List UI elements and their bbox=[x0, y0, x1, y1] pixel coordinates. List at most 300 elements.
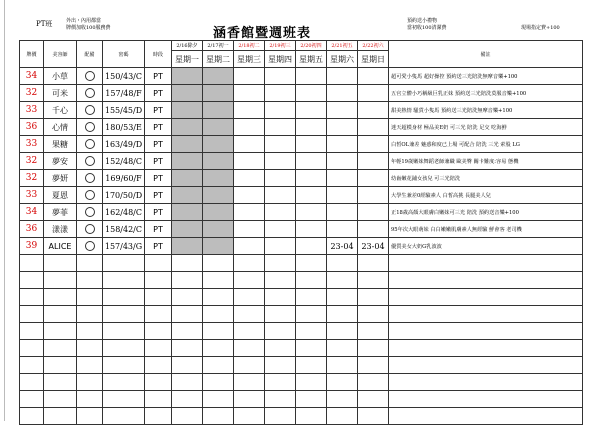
col-number: 牌價 bbox=[20, 41, 44, 68]
row-dispatch bbox=[77, 204, 103, 221]
row-time: PT bbox=[145, 102, 172, 119]
col-time: 時段 bbox=[145, 41, 172, 68]
table-row bbox=[20, 187, 583, 204]
empty-cell bbox=[44, 306, 77, 323]
table-row bbox=[20, 221, 583, 238]
empty-cell bbox=[145, 374, 172, 391]
empty-cell bbox=[234, 340, 265, 357]
row-time: PT bbox=[145, 119, 172, 136]
empty-cell bbox=[172, 357, 203, 374]
empty-cell bbox=[389, 289, 583, 306]
empty-cell bbox=[103, 323, 145, 340]
empty-cell bbox=[20, 272, 44, 289]
empty-row bbox=[20, 391, 583, 408]
circle-icon bbox=[85, 241, 95, 251]
day-date-2: 2/17初一 bbox=[203, 41, 234, 51]
row-day-3 bbox=[234, 119, 265, 136]
row-day-6 bbox=[327, 85, 358, 102]
empty-cell bbox=[20, 306, 44, 323]
weekday-6: 星期六 bbox=[327, 51, 358, 68]
day-date-3: 2/18初二 bbox=[234, 41, 265, 51]
empty-cell bbox=[103, 408, 145, 425]
row-day-2 bbox=[203, 238, 234, 255]
note-mid-line2: 當初收100清潔費 bbox=[407, 25, 447, 31]
row-day-7 bbox=[358, 187, 389, 204]
weekday-5: 星期五 bbox=[296, 51, 327, 68]
empty-cell bbox=[265, 340, 296, 357]
row-day-6 bbox=[327, 187, 358, 204]
row-code: 180/53/E bbox=[103, 119, 145, 136]
row-day-3 bbox=[234, 187, 265, 204]
empty-cell bbox=[358, 391, 389, 408]
empty-cell bbox=[77, 408, 103, 425]
day-date-5: 2/20初四 bbox=[296, 41, 327, 51]
empty-cell bbox=[44, 289, 77, 306]
row-day-1 bbox=[172, 85, 203, 102]
empty-cell bbox=[234, 391, 265, 408]
day-date-7: 2/22初六 bbox=[358, 41, 389, 51]
table-row bbox=[20, 136, 583, 153]
row-remark: 甜美熱情 騷貨小隻馬 預約送三光陪洗無摩音樂+100 bbox=[389, 102, 583, 119]
empty-row bbox=[20, 323, 583, 340]
row-day-4 bbox=[265, 119, 296, 136]
empty-cell bbox=[234, 255, 265, 272]
row-code: 155/45/D bbox=[103, 102, 145, 119]
row-day-6 bbox=[327, 136, 358, 153]
empty-cell bbox=[203, 374, 234, 391]
empty-cell bbox=[358, 289, 389, 306]
col-remarks: 備註 bbox=[389, 41, 583, 68]
row-day-7 bbox=[358, 119, 389, 136]
row-dispatch bbox=[77, 153, 103, 170]
row-dispatch bbox=[77, 187, 103, 204]
empty-cell bbox=[389, 340, 583, 357]
row-remark: 大學生兼差0經驗素人 白皙高挑 長腿美人兒 bbox=[389, 187, 583, 204]
row-name: 夢妍 bbox=[44, 170, 77, 187]
empty-cell bbox=[145, 272, 172, 289]
row-remark: 五官立體小巧稱級巨乳正妹 預約送三光陪洗莫服音樂+100 bbox=[389, 85, 583, 102]
row-day-4 bbox=[265, 68, 296, 85]
row-time: PT bbox=[145, 187, 172, 204]
empty-cell bbox=[296, 255, 327, 272]
row-day-1 bbox=[172, 119, 203, 136]
empty-cell bbox=[203, 272, 234, 289]
empty-cell bbox=[203, 340, 234, 357]
row-day-2 bbox=[203, 153, 234, 170]
empty-cell bbox=[44, 255, 77, 272]
empty-cell bbox=[296, 323, 327, 340]
row-day-6 bbox=[327, 102, 358, 119]
empty-row bbox=[20, 374, 583, 391]
row-day-2 bbox=[203, 187, 234, 204]
row-day-3 bbox=[234, 102, 265, 119]
circle-icon bbox=[85, 224, 95, 234]
empty-cell bbox=[358, 408, 389, 425]
row-code: 170/50/D bbox=[103, 187, 145, 204]
row-day-7 bbox=[358, 136, 389, 153]
row-name: 心情 bbox=[44, 119, 77, 136]
row-name: 可米 bbox=[44, 85, 77, 102]
empty-cell bbox=[296, 408, 327, 425]
empty-cell bbox=[145, 289, 172, 306]
empty-cell bbox=[44, 408, 77, 425]
row-day-6 bbox=[327, 119, 358, 136]
weekday-3: 星期三 bbox=[234, 51, 265, 68]
circle-icon bbox=[85, 71, 95, 81]
empty-cell bbox=[145, 255, 172, 272]
empty-cell bbox=[234, 408, 265, 425]
empty-cell bbox=[145, 357, 172, 374]
empty-cell bbox=[265, 255, 296, 272]
row-time: PT bbox=[145, 204, 172, 221]
day-date-1: 2/16除夕 bbox=[172, 41, 203, 51]
row-day-2 bbox=[203, 170, 234, 187]
circle-icon bbox=[85, 207, 95, 217]
row-day-1 bbox=[172, 204, 203, 221]
row-day-7: 23-04 bbox=[358, 238, 389, 255]
row-day-4 bbox=[265, 238, 296, 255]
circle-icon bbox=[85, 139, 95, 149]
empty-cell bbox=[358, 374, 389, 391]
row-day-4 bbox=[265, 221, 296, 238]
empty-cell bbox=[172, 340, 203, 357]
note-mid-line1: 預約送小禮物 bbox=[407, 18, 438, 24]
empty-cell bbox=[327, 374, 358, 391]
empty-row bbox=[20, 357, 583, 374]
row-day-7 bbox=[358, 102, 389, 119]
row-day-5 bbox=[296, 204, 327, 221]
row-day-1 bbox=[172, 170, 203, 187]
empty-cell bbox=[77, 323, 103, 340]
empty-cell bbox=[358, 306, 389, 323]
empty-cell bbox=[234, 357, 265, 374]
row-number: 33 bbox=[20, 102, 44, 119]
row-day-5 bbox=[296, 238, 327, 255]
circle-icon bbox=[85, 173, 95, 183]
weekday-1: 星期一 bbox=[172, 51, 203, 68]
empty-row bbox=[20, 408, 583, 425]
row-name: ALICE bbox=[44, 238, 77, 255]
empty-cell bbox=[77, 255, 103, 272]
row-time: PT bbox=[145, 238, 172, 255]
row-day-4 bbox=[265, 170, 296, 187]
row-day-2 bbox=[203, 68, 234, 85]
row-day-3 bbox=[234, 238, 265, 255]
row-day-7 bbox=[358, 68, 389, 85]
row-remark: 超可愛小隻馬 超好操控 預約送三光陪洗無摩音樂+100 bbox=[389, 68, 583, 85]
row-day-2 bbox=[203, 119, 234, 136]
table-row bbox=[20, 102, 583, 119]
row-day-3 bbox=[234, 68, 265, 85]
circle-icon bbox=[85, 190, 95, 200]
row-day-3 bbox=[234, 204, 265, 221]
row-day-4 bbox=[265, 136, 296, 153]
row-number: 32 bbox=[20, 170, 44, 187]
empty-cell bbox=[296, 340, 327, 357]
circle-icon bbox=[85, 105, 95, 115]
empty-cell bbox=[389, 323, 583, 340]
row-dispatch bbox=[77, 238, 103, 255]
empty-cell bbox=[358, 357, 389, 374]
empty-cell bbox=[172, 306, 203, 323]
row-name: 千心 bbox=[44, 102, 77, 119]
empty-row bbox=[20, 340, 583, 357]
empty-cell bbox=[103, 340, 145, 357]
empty-cell bbox=[172, 272, 203, 289]
row-day-6 bbox=[327, 221, 358, 238]
row-name: 小草 bbox=[44, 68, 77, 85]
day-date-6: 2/21初五 bbox=[327, 41, 358, 51]
empty-cell bbox=[77, 340, 103, 357]
empty-cell bbox=[296, 357, 327, 374]
row-day-4 bbox=[265, 204, 296, 221]
empty-cell bbox=[327, 306, 358, 323]
row-code: 163/49/D bbox=[103, 136, 145, 153]
row-day-5 bbox=[296, 187, 327, 204]
empty-cell bbox=[265, 357, 296, 374]
row-code: 152/48/C bbox=[103, 153, 145, 170]
empty-cell bbox=[234, 374, 265, 391]
empty-cell bbox=[389, 272, 583, 289]
empty-cell bbox=[77, 289, 103, 306]
row-name: 夢菲 bbox=[44, 204, 77, 221]
row-remark: 幼齒嫩花鋪女孩兒 可三光陪洗 bbox=[389, 170, 583, 187]
row-day-1 bbox=[172, 153, 203, 170]
empty-cell bbox=[103, 374, 145, 391]
row-day-3 bbox=[234, 136, 265, 153]
row-name: 果糖 bbox=[44, 136, 77, 153]
row-day-3 bbox=[234, 170, 265, 187]
empty-cell bbox=[44, 374, 77, 391]
empty-cell bbox=[327, 357, 358, 374]
row-time: PT bbox=[145, 136, 172, 153]
row-remark: 白皙OL兼差 魅惑和度已上場 可配合 陪洗 三光 索股 LG bbox=[389, 136, 583, 153]
empty-cell bbox=[20, 391, 44, 408]
empty-cell bbox=[203, 306, 234, 323]
page-title: 涵香館暨週班表 bbox=[213, 26, 312, 41]
row-day-1 bbox=[172, 102, 203, 119]
empty-cell bbox=[265, 306, 296, 323]
row-day-5 bbox=[296, 119, 327, 136]
row-day-1 bbox=[172, 136, 203, 153]
empty-cell bbox=[20, 255, 44, 272]
empty-cell bbox=[265, 323, 296, 340]
row-day-2 bbox=[203, 221, 234, 238]
row-dispatch bbox=[77, 136, 103, 153]
circle-icon bbox=[85, 122, 95, 132]
row-day-1 bbox=[172, 221, 203, 238]
row-dispatch bbox=[77, 85, 103, 102]
row-number: 32 bbox=[20, 153, 44, 170]
row-number: 33 bbox=[20, 136, 44, 153]
row-remark: 迷天超模身材 極品美E奶 可三光 陪洗 足交 吃海鮮 bbox=[389, 119, 583, 136]
row-name: 夏恩 bbox=[44, 187, 77, 204]
row-day-4 bbox=[265, 85, 296, 102]
empty-cell bbox=[358, 323, 389, 340]
row-day-4 bbox=[265, 187, 296, 204]
empty-cell bbox=[296, 374, 327, 391]
empty-cell bbox=[358, 255, 389, 272]
empty-cell bbox=[234, 306, 265, 323]
empty-cell bbox=[77, 306, 103, 323]
empty-cell bbox=[44, 272, 77, 289]
empty-cell bbox=[389, 408, 583, 425]
row-time: PT bbox=[145, 221, 172, 238]
row-time: PT bbox=[145, 153, 172, 170]
row-day-2 bbox=[203, 204, 234, 221]
pt-class-label: PT班 bbox=[36, 20, 53, 28]
row-day-6 bbox=[327, 204, 358, 221]
row-day-5 bbox=[296, 153, 327, 170]
row-number: 34 bbox=[20, 204, 44, 221]
empty-cell bbox=[103, 357, 145, 374]
empty-cell bbox=[145, 306, 172, 323]
empty-cell bbox=[327, 391, 358, 408]
empty-cell bbox=[265, 391, 296, 408]
empty-cell bbox=[172, 323, 203, 340]
row-day-6 bbox=[327, 153, 358, 170]
empty-cell bbox=[327, 289, 358, 306]
empty-cell bbox=[203, 255, 234, 272]
empty-cell bbox=[44, 340, 77, 357]
row-number: 34 bbox=[20, 68, 44, 85]
empty-cell bbox=[234, 272, 265, 289]
empty-cell bbox=[20, 289, 44, 306]
row-day-5 bbox=[296, 170, 327, 187]
row-code: 150/43/C bbox=[103, 68, 145, 85]
empty-cell bbox=[20, 340, 44, 357]
row-number: 36 bbox=[20, 119, 44, 136]
empty-cell bbox=[296, 289, 327, 306]
empty-cell bbox=[77, 391, 103, 408]
table-row bbox=[20, 119, 583, 136]
row-dispatch bbox=[77, 102, 103, 119]
empty-row bbox=[20, 272, 583, 289]
empty-cell bbox=[327, 255, 358, 272]
row-day-6 bbox=[327, 68, 358, 85]
col-code: 密碼 bbox=[103, 41, 145, 68]
empty-cell bbox=[103, 289, 145, 306]
table-row bbox=[20, 153, 583, 170]
empty-cell bbox=[234, 323, 265, 340]
empty-cell bbox=[77, 357, 103, 374]
empty-cell bbox=[358, 272, 389, 289]
empty-cell bbox=[44, 323, 77, 340]
row-remark: 95年次大眼萌妹 白白嫩嫩肌膚素人無經驗 鮮會客 老司機 bbox=[389, 221, 583, 238]
row-code: 157/48/F bbox=[103, 85, 145, 102]
empty-cell bbox=[327, 340, 358, 357]
row-day-5 bbox=[296, 68, 327, 85]
empty-cell bbox=[358, 340, 389, 357]
table-row bbox=[20, 68, 583, 85]
empty-cell bbox=[145, 408, 172, 425]
schedule-table bbox=[19, 40, 583, 425]
row-time: PT bbox=[145, 170, 172, 187]
empty-cell bbox=[296, 391, 327, 408]
empty-cell bbox=[77, 272, 103, 289]
empty-row bbox=[20, 289, 583, 306]
empty-cell bbox=[389, 357, 583, 374]
col-dispatch: 配備 bbox=[77, 41, 103, 68]
row-day-3 bbox=[234, 221, 265, 238]
row-code: 162/48/C bbox=[103, 204, 145, 221]
empty-cell bbox=[77, 374, 103, 391]
row-dispatch bbox=[77, 68, 103, 85]
page-edge bbox=[4, 0, 5, 421]
row-day-7 bbox=[358, 153, 389, 170]
row-day-4 bbox=[265, 153, 296, 170]
empty-cell bbox=[44, 357, 77, 374]
table-row bbox=[20, 170, 583, 187]
empty-cell bbox=[203, 408, 234, 425]
col-name: 美容師 bbox=[44, 41, 77, 68]
row-dispatch bbox=[77, 119, 103, 136]
empty-cell bbox=[389, 374, 583, 391]
empty-cell bbox=[265, 374, 296, 391]
empty-cell bbox=[103, 272, 145, 289]
row-day-5 bbox=[296, 221, 327, 238]
empty-cell bbox=[172, 391, 203, 408]
empty-cell bbox=[172, 289, 203, 306]
empty-cell bbox=[145, 323, 172, 340]
weekday-7: 星期日 bbox=[358, 51, 389, 68]
row-number: 32 bbox=[20, 85, 44, 102]
row-day-7 bbox=[358, 204, 389, 221]
empty-cell bbox=[389, 255, 583, 272]
day-date-4: 2/19初三 bbox=[265, 41, 296, 51]
empty-cell bbox=[327, 272, 358, 289]
row-day-7 bbox=[358, 170, 389, 187]
note-left-line1: 外出・內用都當 bbox=[66, 18, 102, 24]
empty-cell bbox=[389, 391, 583, 408]
empty-cell bbox=[145, 340, 172, 357]
row-day-5 bbox=[296, 102, 327, 119]
empty-cell bbox=[20, 323, 44, 340]
empty-cell bbox=[203, 391, 234, 408]
note-right: 現場指定費+100 bbox=[521, 25, 560, 31]
row-day-2 bbox=[203, 85, 234, 102]
empty-row bbox=[20, 255, 583, 272]
empty-cell bbox=[203, 357, 234, 374]
row-name: 漾漾 bbox=[44, 221, 77, 238]
empty-cell bbox=[296, 306, 327, 323]
empty-cell bbox=[20, 357, 44, 374]
table-row bbox=[20, 238, 583, 255]
row-remark: 年輕19歲嫩妹舞蹈老師兼職 歐美臀 關卡難度:容易 態機 bbox=[389, 153, 583, 170]
row-day-7 bbox=[358, 221, 389, 238]
row-remark: 正18歲高顏大眼膚白嫩妹可三光 陪洗 預約送音樂+100 bbox=[389, 204, 583, 221]
row-number: 39 bbox=[20, 238, 44, 255]
empty-cell bbox=[172, 374, 203, 391]
row-day-1 bbox=[172, 68, 203, 85]
empty-cell bbox=[145, 391, 172, 408]
empty-cell bbox=[44, 391, 77, 408]
row-number: 36 bbox=[20, 221, 44, 238]
empty-cell bbox=[234, 289, 265, 306]
empty-cell bbox=[389, 306, 583, 323]
empty-cell bbox=[327, 408, 358, 425]
row-day-5 bbox=[296, 136, 327, 153]
circle-icon bbox=[85, 88, 95, 98]
row-code: 169/60/F bbox=[103, 170, 145, 187]
row-time: PT bbox=[145, 68, 172, 85]
empty-cell bbox=[103, 306, 145, 323]
row-code: 157/43/G bbox=[103, 238, 145, 255]
row-day-4 bbox=[265, 102, 296, 119]
empty-cell bbox=[265, 408, 296, 425]
table-row bbox=[20, 204, 583, 221]
empty-cell bbox=[172, 408, 203, 425]
